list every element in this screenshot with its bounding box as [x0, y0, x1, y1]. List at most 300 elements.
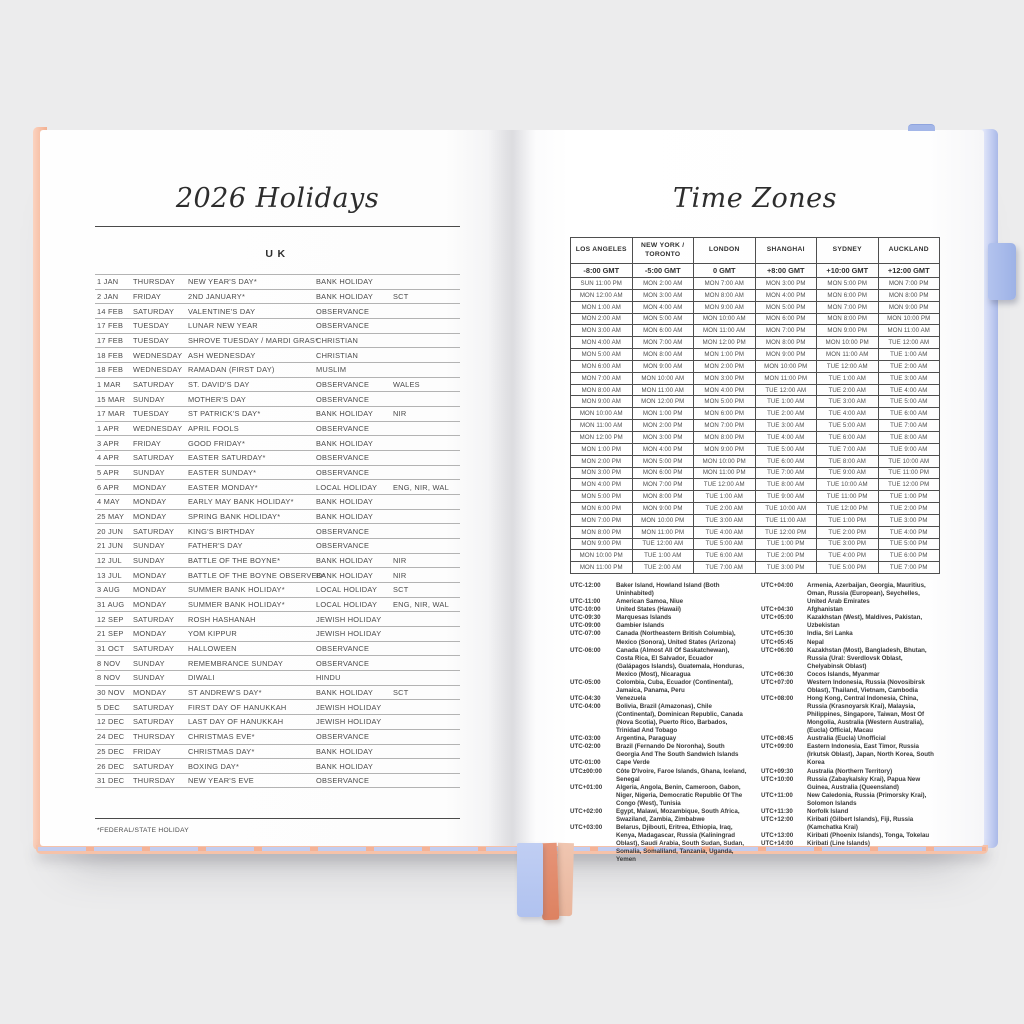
utc-regions: Canada (Almost All Of Saskatchewan), Costa Rica, El Salvador, Ecuador (Galápagos Islands), Guatemala, Honduras, Mexico (Most), Nicaragua [616, 646, 744, 678]
utc-offset-label: UTC-02:00 [570, 743, 601, 751]
utc-offset-label: UTC+06:30 [761, 670, 794, 678]
utc-regions: American Samoa, Niue [616, 598, 684, 606]
holiday-date: 31 DEC [97, 775, 125, 785]
holiday-date: 31 OCT [97, 644, 125, 654]
holiday-name: KING'S BIRTHDAY [188, 526, 255, 536]
time-los-angeles: MON 12:00 AM [571, 289, 633, 301]
time-los-angeles: MON 5:00 PM [571, 491, 633, 503]
holiday-type: LOCAL HOLIDAY [316, 600, 378, 610]
holiday-row [95, 699, 460, 714]
time-new-york-toronto: MON 2:00 AM [632, 278, 694, 290]
utc-offset-label: UTC-05:00 [570, 678, 601, 686]
time-london: MON 8:00 PM [694, 431, 756, 443]
holiday-name: FIRST DAY OF HANUKKAH [188, 702, 287, 712]
utc-entry [570, 735, 747, 743]
holiday-row [95, 421, 460, 436]
holiday-weekday: MONDAY [133, 688, 167, 698]
utc-entry [761, 679, 940, 695]
holiday-weekday: MONDAY [133, 600, 167, 610]
holiday-weekday: SATURDAY [133, 380, 175, 390]
utc-entry [570, 614, 747, 622]
time-london: MON 9:00 AM [694, 301, 756, 313]
time-los-angeles: MON 2:00 PM [571, 455, 633, 467]
utc-regions: Hong Kong, Central Indonesia, China, Russia (Krasnoyarsk Krai), Malaysia, Philippines, Singapore, Taiwan, Most Of Mongolia, Australia (Western Australia), (Eucla) Official, Macau [807, 694, 925, 735]
time-los-angeles: MON 11:00 AM [571, 420, 633, 432]
time-sydney: TUE 3:00 AM [817, 396, 879, 408]
time-new-york-toronto: MON 10:00 AM [632, 372, 694, 384]
utc-regions: Armenia, Azerbaijan, Georgia, Mauritius, Oman, Russia (European), Seychelles, United Arab Emirates [807, 582, 926, 606]
holiday-type: MUSLIM [316, 365, 347, 375]
utc-entry [570, 606, 747, 614]
holiday-weekday: MONDAY [133, 629, 167, 639]
utc-regions: Cape Verde [616, 759, 650, 767]
holiday-weekday: THURSDAY [133, 277, 176, 287]
utc-regions: United States (Hawaii) [616, 606, 681, 614]
time-new-york-toronto: MON 3:00 AM [632, 289, 694, 301]
utc-regions: Kazakhstan (West), Maldives, Pakistan, Uzbekistan [807, 614, 923, 630]
time-los-angeles: MON 8:00 PM [571, 526, 633, 538]
holiday-region: SCT [393, 688, 409, 698]
holiday-date: 3 APR [97, 438, 120, 448]
timezone-row [571, 420, 940, 432]
time-sydney: TUE 1:00 PM [817, 514, 879, 526]
time-los-angeles: MON 4:00 PM [571, 479, 633, 491]
holiday-date: 30 NOV [97, 688, 125, 698]
holiday-weekday: SUNDAY [133, 673, 165, 683]
time-auckland: TUE 7:00 AM [878, 420, 940, 432]
time-los-angeles: MON 6:00 PM [571, 503, 633, 515]
holiday-type: OBSERVANCE [316, 321, 370, 331]
time-los-angeles: MON 7:00 AM [571, 372, 633, 384]
holiday-type: JEWISH HOLIDAY [316, 614, 382, 624]
holiday-date: 13 JUL [97, 570, 122, 580]
time-sydney: MON 7:00 PM [817, 301, 879, 313]
holiday-region: NIR [393, 570, 407, 580]
time-shanghai: TUE 12:00 AM [755, 384, 817, 396]
holiday-name: CHRISTMAS EVE* [188, 732, 255, 742]
holiday-type: OBSERVANCE [316, 644, 370, 654]
time-los-angeles: SUN 11:00 PM [571, 278, 633, 290]
time-los-angeles: MON 4:00 AM [571, 337, 633, 349]
right-page [512, 130, 984, 864]
time-sydney: MON 10:00 PM [817, 337, 879, 349]
holiday-row [95, 333, 460, 348]
holiday-weekday: SATURDAY [133, 306, 175, 316]
utc-offset-label: UTC+06:00 [761, 646, 794, 654]
timezone-offset-header: -5:00 GMT [632, 264, 694, 278]
utc-offset-label: UTC+01:00 [570, 783, 603, 791]
holiday-date: 17 FEB [97, 321, 124, 331]
utc-list-right [755, 582, 940, 864]
page-title: 2026 Holidays [175, 183, 380, 214]
holiday-name: LUNAR NEW YEAR [188, 321, 258, 331]
timezone-row [571, 325, 940, 337]
time-auckland: TUE 4:00 PM [878, 526, 940, 538]
holiday-row [95, 582, 460, 597]
timezone-city-header: SHANGHAI [755, 238, 817, 264]
time-new-york-toronto: MON 12:00 PM [632, 396, 694, 408]
time-new-york-toronto: MON 5:00 AM [632, 313, 694, 325]
utc-regions: Venezuela [616, 694, 646, 702]
utc-regions: Eastern Indonesia, East Timor, Russia (Irkutsk Oblast), Japan, North Korea, South Korea [807, 743, 934, 767]
utc-offset-label: UTC±00:00 [570, 767, 602, 775]
holiday-name: EARLY MAY BANK HOLIDAY* [188, 497, 294, 507]
time-london: TUE 5:00 AM [694, 538, 756, 550]
holiday-date: 5 DEC [97, 702, 121, 712]
holiday-name: BATTLE OF THE BOYNE OBSERVED* [188, 570, 326, 580]
time-london: MON 10:00 AM [694, 313, 756, 325]
utc-entry [570, 622, 747, 630]
utc-entry [761, 639, 940, 647]
time-shanghai: MON 11:00 PM [755, 372, 817, 384]
time-shanghai: MON 9:00 PM [755, 349, 817, 361]
holiday-date: 8 NOV [97, 658, 121, 668]
timezone-row [571, 408, 940, 420]
holiday-name: SPRING BANK HOLIDAY* [188, 512, 281, 522]
holiday-type: BANK HOLIDAY [316, 570, 374, 580]
time-auckland: TUE 12:00 AM [878, 337, 940, 349]
time-london: MON 11:00 PM [694, 467, 756, 479]
time-new-york-toronto: MON 6:00 AM [632, 325, 694, 337]
timezone-row [571, 467, 940, 479]
time-shanghai: MON 8:00 PM [755, 337, 817, 349]
time-shanghai: MON 3:00 PM [755, 278, 817, 290]
time-shanghai: TUE 2:00 PM [755, 550, 817, 562]
time-auckland: MON 11:00 AM [878, 325, 940, 337]
time-sydney: MON 5:00 PM [817, 278, 879, 290]
utc-offset-label: UTC+13:00 [761, 832, 794, 840]
time-new-york-toronto: MON 8:00 AM [632, 349, 694, 361]
time-new-york-toronto: MON 8:00 PM [632, 491, 694, 503]
holiday-name: SHROVE TUESDAY / MARDI GRAS* [188, 336, 319, 346]
utc-entry [761, 816, 940, 832]
time-los-angeles: MON 11:00 PM [571, 562, 633, 574]
time-new-york-toronto: TUE 2:00 AM [632, 562, 694, 574]
holiday-date: 20 JUN [97, 526, 124, 536]
holiday-date: 26 DEC [97, 761, 125, 771]
utc-regions: Australia (Eucla) Unofficial [807, 735, 886, 743]
utc-regions: Western Indonesia, Russia (Novosibirsk Oblast), Thailand, Vietnam, Cambodia [807, 678, 925, 694]
utc-entry [761, 582, 940, 606]
pen-loop [988, 243, 1016, 300]
holiday-name: LAST DAY OF HANUKKAH [188, 717, 284, 727]
time-sydney: TUE 4:00 PM [817, 550, 879, 562]
utc-entry [761, 630, 940, 638]
time-new-york-toronto: MON 11:00 PM [632, 526, 694, 538]
holiday-name: SUMMER BANK HOLIDAY* [188, 600, 285, 610]
utc-entry [761, 743, 940, 767]
timezone-city-header-row [571, 238, 940, 264]
holiday-type: OBSERVANCE [316, 526, 370, 536]
holiday-row [95, 391, 460, 406]
holiday-type: LOCAL HOLIDAY [316, 482, 378, 492]
time-london: MON 2:00 PM [694, 360, 756, 372]
time-shanghai: TUE 2:00 AM [755, 408, 817, 420]
holiday-date: 14 FEB [97, 306, 124, 316]
utc-offset-label: UTC-12:00 [570, 582, 601, 590]
time-los-angeles: MON 5:00 AM [571, 349, 633, 361]
holiday-type: BANK HOLIDAY [316, 292, 374, 301]
time-new-york-toronto: MON 10:00 PM [632, 514, 694, 526]
timezone-row [571, 384, 940, 396]
holiday-name: RAMADAN (FIRST DAY) [188, 365, 275, 375]
time-auckland: TUE 9:00 AM [878, 443, 940, 455]
holiday-name: BOXING DAY* [188, 761, 240, 771]
time-london: MON 11:00 AM [694, 325, 756, 337]
holiday-region: SCT [393, 292, 409, 301]
time-auckland: TUE 4:00 AM [878, 384, 940, 396]
holiday-row [95, 538, 460, 553]
holiday-weekday: SUNDAY [133, 394, 165, 404]
holiday-row [95, 465, 460, 480]
holiday-date: 4 MAY [97, 497, 120, 507]
utc-entry [761, 647, 940, 671]
time-sydney: MON 6:00 PM [817, 289, 879, 301]
utc-offset-label: UTC+05:30 [761, 630, 794, 638]
utc-offset-label: UTC-10:00 [570, 606, 601, 614]
time-london: MON 8:00 AM [694, 289, 756, 301]
utc-entry [570, 824, 747, 864]
utc-entry [570, 598, 747, 606]
utc-entry [761, 776, 940, 792]
utc-entry [570, 759, 747, 767]
time-london: MON 3:00 PM [694, 372, 756, 384]
holiday-row [95, 655, 460, 670]
utc-offset-label: UTC+12:00 [761, 815, 794, 823]
holiday-weekday: THURSDAY [133, 775, 176, 785]
utc-entry [570, 695, 747, 703]
right-page-content [570, 130, 940, 864]
utc-regions: Bolivia, Brazil (Amazonas), Chile (Continental), Dominican Republic, Canada (Nova Scotia), Puerto Rico, Barbados, Trinidad And Tobago [616, 703, 743, 735]
holiday-name: EASTER MONDAY* [188, 482, 258, 492]
holiday-date: 12 SEP [97, 614, 124, 624]
holiday-row [95, 509, 460, 524]
timezone-row [571, 337, 940, 349]
time-shanghai: TUE 12:00 PM [755, 526, 817, 538]
holiday-date: 25 DEC [97, 746, 125, 756]
timezone-offset-header: +10:00 GMT [817, 264, 879, 278]
time-los-angeles: MON 3:00 AM [571, 325, 633, 337]
holiday-name: VALENTINE'S DAY [188, 306, 256, 316]
holiday-row [95, 289, 460, 304]
holiday-name: ASH WEDNESDAY [188, 350, 256, 360]
timezone-city-header: NEW YORK / TORONTO [632, 238, 694, 264]
time-auckland: TUE 2:00 AM [878, 360, 940, 372]
time-shanghai: MON 4:00 PM [755, 289, 817, 301]
time-shanghai: TUE 6:00 AM [755, 455, 817, 467]
time-auckland: TUE 3:00 PM [878, 514, 940, 526]
timezone-row [571, 289, 940, 301]
time-shanghai: TUE 7:00 AM [755, 467, 817, 479]
time-london: MON 5:00 PM [694, 396, 756, 408]
section-title: UK [265, 248, 290, 260]
time-shanghai: TUE 11:00 AM [755, 514, 817, 526]
holiday-type: CHRISTIAN [316, 336, 359, 346]
holiday-name: DIWALI [188, 673, 215, 683]
time-sydney: TUE 3:00 PM [817, 538, 879, 550]
utc-entry [570, 582, 747, 598]
utc-entry [570, 679, 747, 695]
utc-entry [570, 703, 747, 735]
utc-offset-label: UTC-11:00 [570, 598, 601, 606]
holiday-weekday: SUNDAY [133, 468, 165, 478]
time-london: TUE 6:00 AM [694, 550, 756, 562]
holiday-weekday: WEDNESDAY [133, 424, 183, 434]
utc-regions: Kiribati (Gilbert Islands), Fiji, Russia (Kamchatka Krai) [807, 815, 914, 831]
holiday-name: ST PATRICK'S DAY* [188, 409, 261, 419]
time-sydney: TUE 11:00 PM [817, 491, 879, 503]
holiday-type: OBSERVANCE [316, 775, 370, 785]
utc-entry [570, 784, 747, 808]
time-sydney: TUE 5:00 AM [817, 420, 879, 432]
time-london: MON 6:00 PM [694, 408, 756, 420]
holiday-row [95, 377, 460, 392]
holiday-row [95, 494, 460, 509]
utc-entry [570, 808, 747, 824]
holiday-date: 1 APR [97, 424, 120, 434]
holiday-weekday: MONDAY [133, 497, 167, 507]
holiday-weekday: THURSDAY [133, 732, 176, 742]
holiday-type: BANK HOLIDAY [316, 746, 374, 756]
utc-offset-label: UTC-03:00 [570, 735, 601, 743]
holiday-name: ST. DAVID'S DAY [188, 380, 250, 390]
holiday-type: BANK HOLIDAY [316, 512, 374, 522]
book-cover-right-edge [982, 129, 998, 848]
holiday-date: 18 FEB [97, 350, 124, 360]
holiday-name: NEW YEAR'S EVE [188, 775, 254, 785]
utc-offset-label: UTC+04:00 [761, 582, 794, 590]
utc-regions: Colombia, Cuba, Ecuador (Continental), Jamaica, Panama, Peru [616, 678, 733, 694]
utc-offset-label: UTC+08:45 [761, 735, 794, 743]
timezone-offset-header: -8:00 GMT [571, 264, 633, 278]
utc-offset-label: UTC+05:00 [761, 614, 794, 622]
time-auckland: TUE 3:00 AM [878, 372, 940, 384]
holiday-date: 4 APR [97, 453, 120, 463]
utc-regions: Algeria, Angola, Benin, Cameroon, Gabon, Niger, Nigeria, Democratic Republic Of The Congo (West), Tunisia [616, 783, 743, 807]
time-auckland: TUE 5:00 PM [878, 538, 940, 550]
holiday-weekday: SATURDAY [133, 644, 175, 654]
utc-offset-label: UTC+04:30 [761, 606, 794, 614]
holiday-type: BANK HOLIDAY [316, 497, 374, 507]
holiday-type: CHRISTIAN [316, 350, 359, 360]
utc-regions: New Caledonia, Russia (Primorsky Krai), Solomon Islands [807, 791, 927, 807]
holiday-weekday: FRIDAY [133, 438, 162, 448]
timezone-city-header: LONDON [694, 238, 756, 264]
utc-offset-label: UTC-04:30 [570, 694, 601, 702]
time-new-york-toronto: MON 5:00 PM [632, 455, 694, 467]
time-auckland: TUE 2:00 PM [878, 503, 940, 515]
time-shanghai: TUE 3:00 AM [755, 420, 817, 432]
holiday-date: 1 MAR [97, 380, 121, 390]
time-london: TUE 7:00 AM [694, 562, 756, 574]
time-auckland: TUE 6:00 PM [878, 550, 940, 562]
time-sydney: TUE 6:00 AM [817, 431, 879, 443]
timezone-row [571, 479, 940, 491]
timezone-row [571, 526, 940, 538]
utc-regions: India, Sri Lanka [807, 630, 853, 638]
utc-regions: Gambier Islands [616, 622, 665, 630]
holiday-type: OBSERVANCE [316, 306, 370, 316]
holiday-type: JEWISH HOLIDAY [316, 629, 382, 639]
timezone-city-header: SYDNEY [817, 238, 879, 264]
utc-offset-label: UTC+11:30 [761, 807, 793, 815]
holiday-weekday: SATURDAY [133, 526, 175, 536]
time-los-angeles: MON 1:00 AM [571, 301, 633, 313]
holiday-name: REMEMBRANCE SUNDAY [188, 658, 284, 668]
time-sydney: MON 9:00 PM [817, 325, 879, 337]
timezone-row [571, 313, 940, 325]
time-auckland: TUE 1:00 PM [878, 491, 940, 503]
holiday-weekday: SUNDAY [133, 658, 165, 668]
timezone-row [571, 514, 940, 526]
utc-entry [761, 792, 940, 808]
holiday-row [95, 611, 460, 626]
time-shanghai: MON 6:00 PM [755, 313, 817, 325]
time-auckland: TUE 6:00 AM [878, 408, 940, 420]
holiday-date: 12 JUL [97, 556, 122, 566]
holiday-name: EASTER SUNDAY* [188, 468, 257, 478]
holiday-row [95, 479, 460, 494]
time-new-york-toronto: MON 6:00 PM [632, 467, 694, 479]
time-sydney: TUE 10:00 AM [817, 479, 879, 491]
utc-offset-label: UTC-09:00 [570, 622, 601, 630]
holiday-weekday: TUESDAY [133, 321, 170, 331]
utc-offset-label: UTC-09:30 [570, 614, 601, 622]
holiday-weekday: SATURDAY [133, 702, 175, 712]
holiday-weekday: SUNDAY [133, 541, 165, 551]
time-sydney: MON 11:00 AM [817, 349, 879, 361]
time-los-angeles: MON 10:00 PM [571, 550, 633, 562]
time-sydney: TUE 2:00 AM [817, 384, 879, 396]
utc-regions: Canada (Northeastern British Columbia), Mexico (Sonora), United States (Arizona) [616, 630, 736, 646]
utc-regions: Belarus, Djibouti, Eritrea, Ethiopia, Iraq, Kenya, Madagascar, Russia (Kaliningrad Oblast), Saudi Arabia, South Sudan, Sudan, Somalia, Somaliland, Tanzania, Uganda, Yemen [616, 823, 745, 864]
holiday-row [95, 523, 460, 538]
left-page [40, 130, 512, 846]
holiday-type: OBSERVANCE [316, 394, 370, 404]
time-london: TUE 3:00 AM [694, 514, 756, 526]
holiday-row [95, 318, 460, 333]
holiday-name: ROSH HASHANAH [188, 614, 256, 624]
holiday-name: YOM KIPPUR [188, 629, 237, 639]
holiday-date: 21 JUN [97, 541, 124, 551]
holiday-type: LOCAL HOLIDAY [316, 585, 378, 595]
holiday-row [95, 435, 460, 450]
time-los-angeles: MON 12:00 PM [571, 431, 633, 443]
timezone-row [571, 455, 940, 467]
utc-entry [570, 768, 747, 784]
footnote: *FEDERAL/STATE HOLIDAY [97, 826, 189, 834]
timezone-row [571, 372, 940, 384]
holiday-type: BANK HOLIDAY [316, 438, 374, 448]
holiday-type: OBSERVANCE [316, 468, 370, 478]
utc-offset-label: UTC+02:00 [570, 807, 603, 815]
time-london: MON 10:00 PM [694, 455, 756, 467]
time-los-angeles: MON 6:00 AM [571, 360, 633, 372]
holiday-row [95, 567, 460, 582]
time-sydney: TUE 4:00 AM [817, 408, 879, 420]
utc-regions: Australia (Northern Territory) [807, 767, 893, 775]
holiday-date: 18 FEB [97, 365, 124, 375]
holiday-type: BANK HOLIDAY [316, 761, 374, 771]
timezone-city-header: AUCKLAND [878, 238, 940, 264]
holiday-date: 21 SEP [97, 629, 124, 639]
holiday-date: 8 NOV [97, 673, 121, 683]
holiday-region: ENG, NIR, WAL [393, 482, 449, 492]
utc-regions: Côte D'Ivoire, Faroe Islands, Ghana, Iceland, Senegal [616, 767, 747, 783]
time-los-angeles: MON 9:00 PM [571, 538, 633, 550]
utc-regions: Kazakhstan (Most), Bangladesh, Bhutan, Russia (Ural: Sverdlovsk Oblast, Chelyabinsk Oblast) [807, 646, 927, 670]
holiday-date: 31 AUG [97, 600, 125, 610]
